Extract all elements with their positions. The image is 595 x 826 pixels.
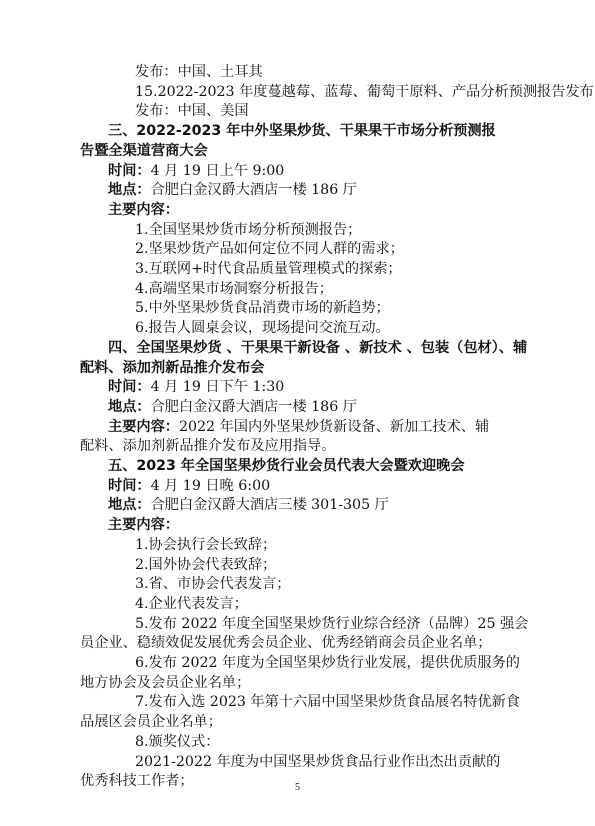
paragraph-line: 5.中外坚果炒货食品消费市场的新趋势； bbox=[135, 300, 390, 317]
paragraph-line: 8.颁奖仪式： bbox=[135, 733, 220, 750]
field-label: 主要内容： bbox=[108, 201, 179, 218]
continuation-line: 配料、添加剂新品推介发布及应用指导。 bbox=[80, 438, 336, 455]
field-value: 合肥白金汉爵大酒店三楼 301-305 厅 bbox=[150, 497, 389, 514]
section-heading: 五、2023 年全国坚果炒货行业会员代表大会暨欢迎晚会 bbox=[108, 458, 465, 474]
labeled-line bbox=[0, 397, 595, 417]
field-value: 4 月 19 日上午 9:00 bbox=[150, 162, 285, 179]
paragraph-line: 5.发布 2022 年度全国坚果炒货行业综合经济（品牌）25 强会 bbox=[135, 615, 529, 632]
paragraph-line: 6.报告人圆桌会议，现场提问交流互动。 bbox=[135, 320, 390, 337]
section-heading: 告暨全渠道营商大会 bbox=[80, 142, 208, 159]
field-value: 2022 年国内外坚果炒货新设备、新加工技术、辅 bbox=[178, 418, 490, 435]
paragraph-line: 1.协会执行会长致辞； bbox=[135, 536, 277, 553]
field-label: 时间： bbox=[108, 477, 151, 494]
field-label: 地点： bbox=[108, 497, 151, 514]
paragraph-line: 2.坚果炒货产品如何定位不同人群的需求； bbox=[135, 241, 404, 258]
continuation-line: 品展区会员企业名单； bbox=[80, 714, 222, 731]
field-label: 主要内容： bbox=[108, 517, 179, 534]
labeled-line bbox=[0, 495, 595, 515]
paragraph-line: 2.国外协会代表致辞； bbox=[135, 556, 277, 573]
labeled-line bbox=[0, 476, 595, 496]
field-label: 地点： bbox=[108, 182, 151, 199]
field-value: 4 月 19 日下午 1:30 bbox=[150, 379, 285, 396]
labeled-line bbox=[0, 161, 595, 181]
field-value: 4 月 19 日晚 6:00 bbox=[150, 477, 271, 494]
paragraph-line: 发布：中国、土耳其 bbox=[135, 64, 263, 80]
field-label: 时间： bbox=[108, 162, 151, 179]
section-heading: 三、2022-2023 年中外坚果炒货、干果果干市场分析预测报 bbox=[108, 123, 496, 140]
labeled-line bbox=[0, 377, 595, 397]
section-heading: 配料、添加剂新品推介发布会 bbox=[80, 359, 265, 376]
paragraph-line: 4.企业代表发言； bbox=[135, 595, 248, 612]
paragraph-line: 2021-2022 年度为中国坚果炒货食品行业作出杰出贡献的 bbox=[135, 753, 501, 770]
labeled-line bbox=[0, 515, 595, 535]
continuation-line: 优秀科技工作者； bbox=[80, 773, 194, 790]
paragraph-line: 3.互联网+时代食品质量管理模式的探索； bbox=[135, 261, 402, 277]
labeled-line bbox=[0, 200, 595, 220]
field-value: 合肥白金汉爵大酒店一楼 186 厅 bbox=[150, 398, 357, 415]
paragraph-line: 7.发布入选 2023 年第十六届中国坚果炒货食品展名特优新食 bbox=[135, 694, 520, 711]
paragraph-line: 6.发布 2022 年度为全国坚果炒货行业发展，提供优质服务的 bbox=[135, 655, 520, 671]
page-number: 5 bbox=[295, 782, 300, 793]
continuation-line: 员企业、稳绩效促发展优秀会员企业、优秀经销商会员企业名单； bbox=[80, 635, 492, 652]
labeled-line bbox=[0, 180, 595, 200]
paragraph-line: 4.高端坚果市场洞察分析报告； bbox=[135, 280, 333, 297]
paragraph-line: 15.2022-2023 年度蔓越莓、蓝莓、葡萄干原料、产品分析预测报告发布 bbox=[135, 83, 594, 100]
paragraph-line: 发布：中国、美国 bbox=[135, 103, 249, 120]
labeled-line bbox=[0, 417, 595, 437]
field-value: 合肥白金汉爵大酒店一楼 186 厅 bbox=[150, 182, 357, 199]
paragraph-line: 3.省、市协会代表发言； bbox=[135, 576, 291, 593]
section-heading: 四、全国坚果炒货 、干果果干新设备 、新技术 、包装（包材）、辅 bbox=[108, 339, 528, 356]
field-label: 地点： bbox=[108, 398, 151, 415]
paragraph-line: 1.全国坚果炒货市场分析预测报告； bbox=[135, 221, 362, 238]
continuation-line: 地方协会及会员企业名单； bbox=[80, 674, 251, 691]
field-label: 主要内容： bbox=[108, 418, 179, 435]
field-label: 时间： bbox=[108, 379, 151, 396]
